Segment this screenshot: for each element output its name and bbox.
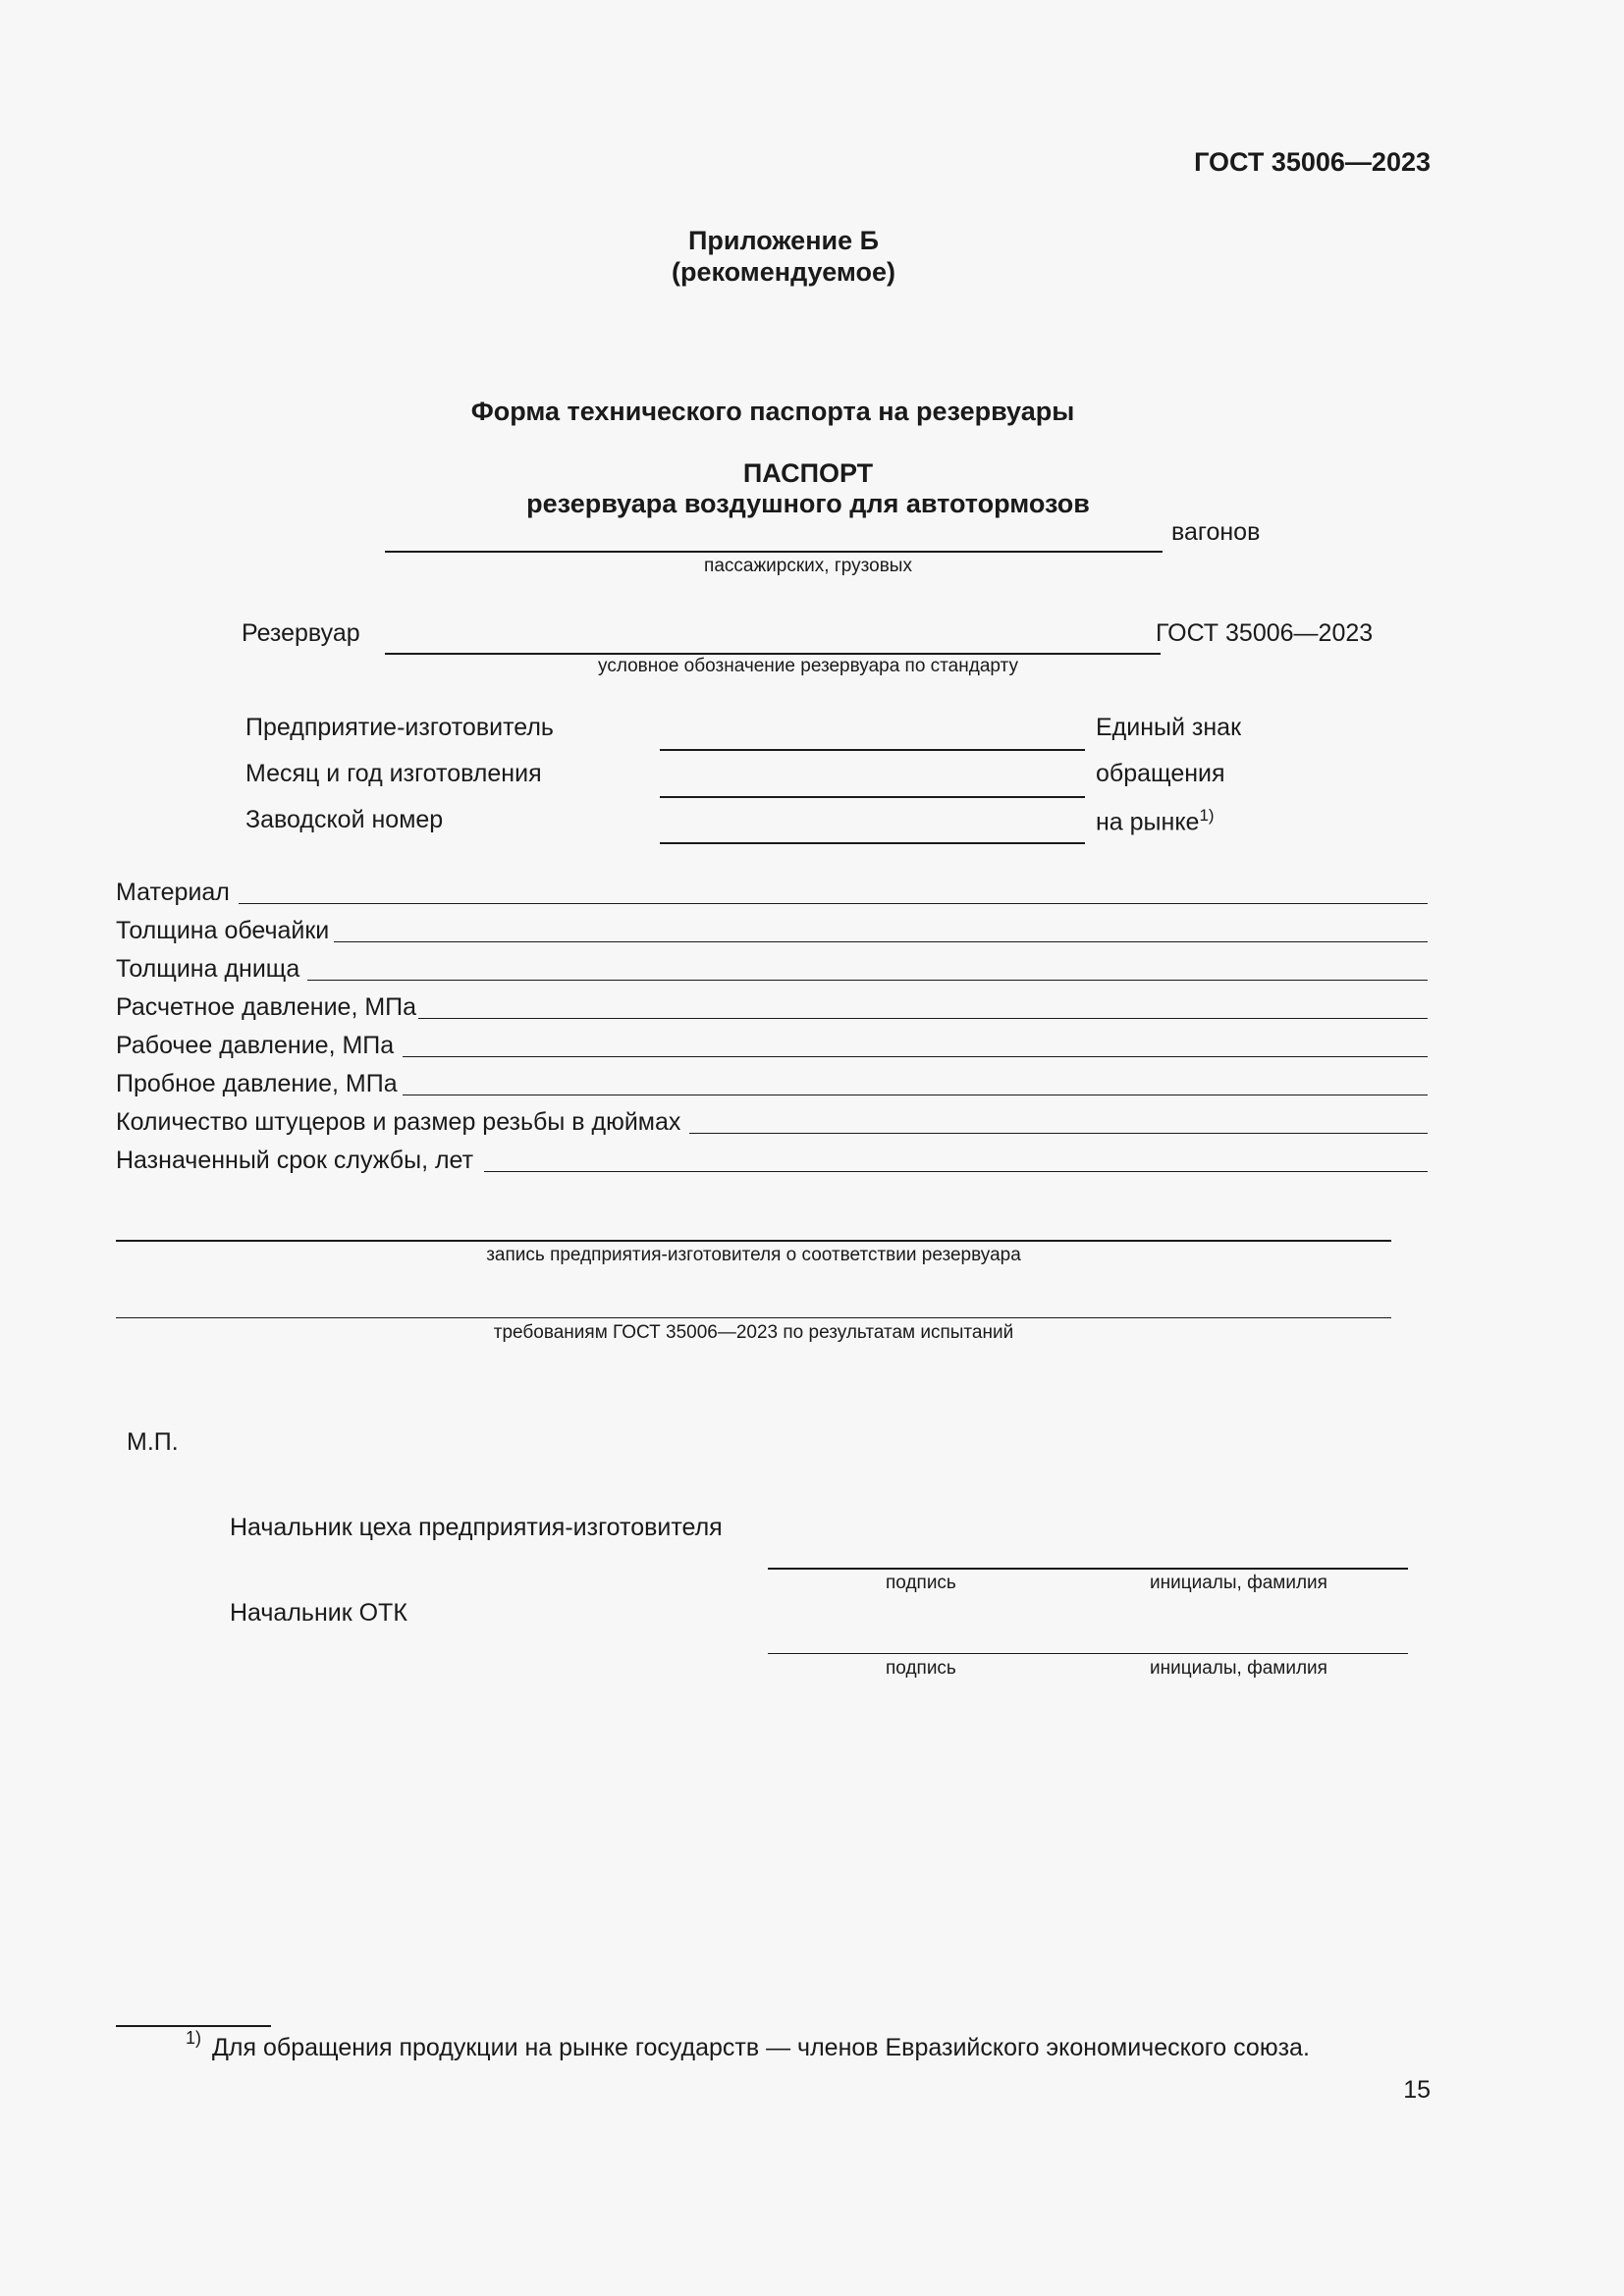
parameter-shell-thickness-field[interactable] — [334, 941, 1428, 942]
parameter-fittings-label: Количество штуцеров и размер резьбы в дюймах — [116, 1108, 681, 1136]
passport-subtitle: резервуара воздушного для автотормозов — [526, 489, 1090, 518]
qc-head-signature-field[interactable] — [768, 1653, 1408, 1654]
parameter-bottom-thickness-label: Толщина днища — [116, 955, 300, 983]
parameter-material-label: Материал — [116, 879, 230, 906]
manufacture-date-field[interactable] — [660, 796, 1085, 798]
form-title: Форма технического паспорта на резервуары — [470, 397, 1075, 426]
serial-number-label: Заводской номер — [245, 806, 444, 833]
manufacture-date-label: Месяц и год изготовления — [245, 760, 542, 787]
stamp-place: М.П. — [127, 1428, 179, 1456]
parameter-design-pressure-label: Расчетное давление, МПа — [116, 993, 417, 1021]
passport-title: ПАСПОРТ — [742, 458, 874, 488]
parameter-bottom-thickness-field[interactable] — [307, 980, 1428, 981]
reservoir-standard: ГОСТ 35006—2023 — [1156, 619, 1374, 647]
workshop-head-sign-caption: подпись — [886, 1573, 956, 1593]
footnote-text: Для обращения продукции на рынке государств — членов Евразийского экономического союза. — [212, 2034, 1310, 2061]
wagons-type-field[interactable] — [385, 551, 1163, 553]
parameter-test-pressure-label: Пробное давление, МПа — [116, 1070, 398, 1097]
parameter-working-pressure-label: Рабочее давление, МПа — [116, 1032, 395, 1059]
manufacturer-label: Предприятие-изготовитель — [245, 714, 554, 741]
parameter-material-field[interactable] — [239, 903, 1428, 904]
eac-mark-line2: обращения — [1096, 760, 1225, 787]
workshop-head-name-caption: инициалы, фамилия — [1150, 1573, 1327, 1593]
qc-head-label: Начальник ОТК — [230, 1599, 407, 1627]
footnote-marker: 1) — [186, 2028, 202, 2048]
reservoir-caption: условное обозначение резервуара по стандарту — [598, 656, 1018, 676]
parameter-service-life-field[interactable] — [484, 1171, 1428, 1172]
conformity-record-field-1[interactable] — [116, 1240, 1391, 1242]
eac-mark-line3: на рынке$^{1)}$ — [1096, 806, 1215, 836]
parameter-service-life-label: Назначенный срок службы, лет — [116, 1147, 474, 1174]
appendix-title: Приложение Б — [687, 226, 880, 255]
qc-head-sign-caption: подпись — [886, 1658, 956, 1679]
reservoir-designation-field[interactable] — [385, 653, 1161, 655]
qc-head-name-caption: инициалы, фамилия — [1150, 1658, 1327, 1679]
serial-number-field[interactable] — [660, 842, 1085, 844]
document-standard-header: ГОСТ 35006—2023 — [1194, 147, 1431, 177]
footnote-ref: 1) — [1199, 806, 1215, 825]
conformity-caption-1: запись предприятия-изготовителя о соответствии резервуара — [486, 1245, 1021, 1265]
eac-mark-line1: Единый знак — [1096, 714, 1242, 741]
parameter-fittings-field[interactable] — [689, 1133, 1428, 1134]
wagons-caption: пассажирских, грузовых — [704, 556, 912, 576]
appendix-subtitle: (рекомендуемое) — [672, 257, 895, 287]
wagons-suffix: вагонов — [1171, 518, 1261, 546]
parameter-design-pressure-field[interactable] — [418, 1018, 1428, 1019]
conformity-caption-2: требованиям ГОСТ 35006—2023 по результатам испытаний — [493, 1322, 1014, 1343]
reservoir-label: Резервуар — [242, 619, 360, 647]
page-number: 15 — [1403, 2076, 1431, 2104]
manufacturer-field[interactable] — [660, 749, 1085, 751]
footnote-separator — [116, 2025, 271, 2027]
workshop-head-signature-field[interactable] — [768, 1568, 1408, 1570]
parameter-working-pressure-field[interactable] — [403, 1056, 1428, 1057]
workshop-head-label: Начальник цеха предприятия-изготовителя — [230, 1514, 723, 1541]
parameter-shell-thickness-label: Толщина обечайки — [116, 917, 330, 944]
conformity-record-field-2[interactable] — [116, 1317, 1391, 1318]
